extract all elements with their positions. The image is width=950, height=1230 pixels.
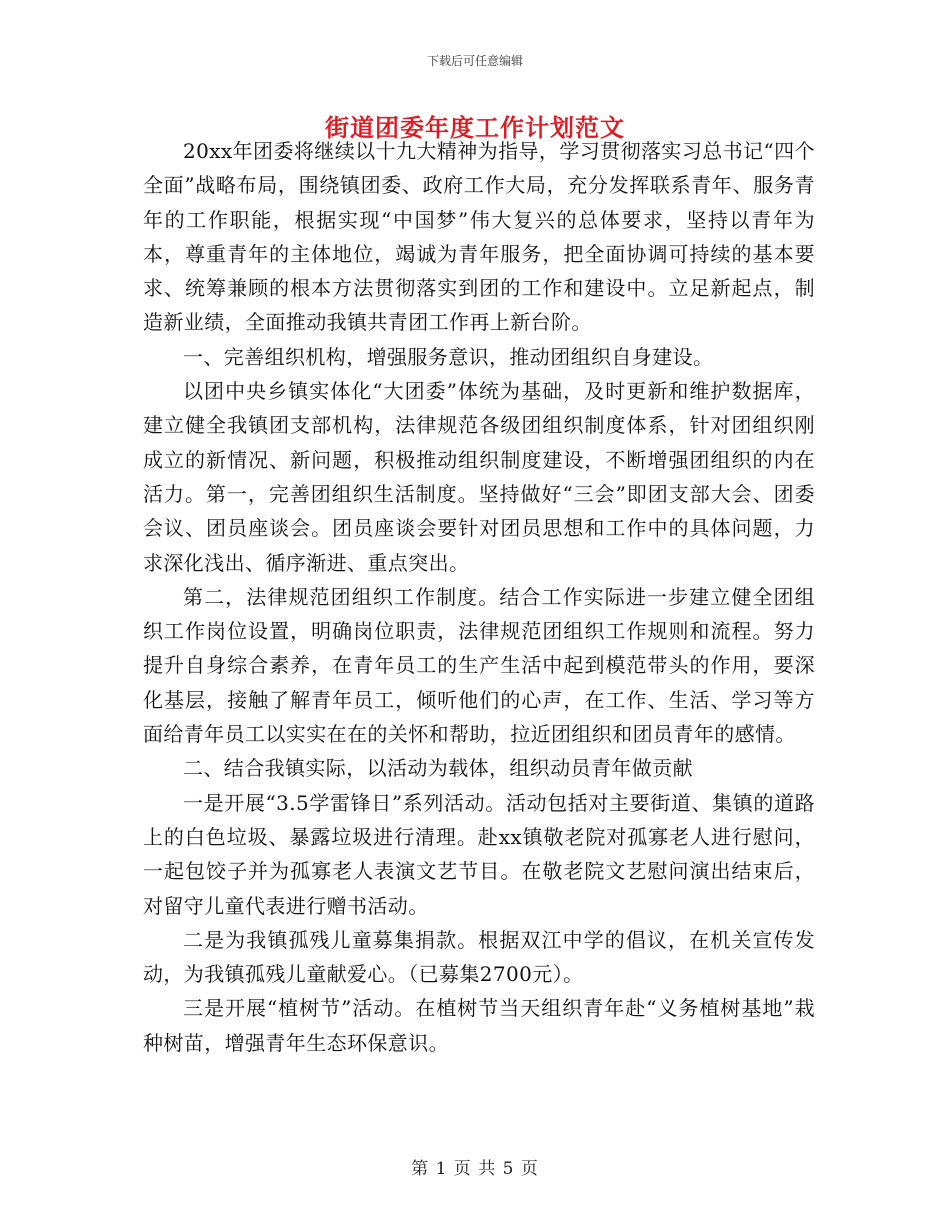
paragraph-activity-1: 一是开展“3.5学雷锋日”系列活动。活动包括对主要街道、集镇的道路上的白色垃圾、暴露垃圾进行清理。赴xx镇敬老院对孤寡老人进行慰问，一起包饺子并为孤寡老人表演文艺节目。在敬老院文艺慰问演出结束后，对留守儿童代表进行赠书活动。 bbox=[143, 790, 815, 918]
page-number: 第 1 页 共 5 页 bbox=[411, 1159, 539, 1179]
section-heading-1: 一、完善组织机构，增强服务意识，推动团组织自身建设。 bbox=[183, 344, 714, 369]
paragraph-activity-2: 二是为我镇孤残儿童募集捐款。根据双江中学的倡议，在机关宣传发动，为我镇孤残儿童献爱心。（已募集2700元）。 bbox=[143, 927, 815, 987]
paragraph-regulation: 第二，法律规范团组织工作制度。结合工作实际进一步建立健全团组织工作岗位设置，明确岗位职责，法律规范团组织工作规则和流程。努力提升自身综合素养，在青年员工的生产生活中起到模范带头的作用，要深化基层，接触了解青年员工，倾听他们的心声，在工作、生活、学习等方面给青年员工以实实在在的关怀和帮助，拉近团组织和团员青年的感情。 bbox=[143, 584, 815, 747]
section-heading-2: 二、结合我镇实际，以活动为载体，组织动员青年做贡献 bbox=[183, 756, 693, 781]
document-body bbox=[143, 134, 815, 1060]
paragraph-organization: 以团中央乡镇实体化“大团委”体统为基础，及时更新和维护数据库，建立健全我镇团支部机构，法律规范各级团组织制度体系，针对团组织刚成立的新情况、新问题，积极推动组织制度建设，不断增强团组织的内在活力。第一，完善团组织生活制度。坚持做好“三会”即团支部大会、团委会议、团员座谈会。团员座谈会要针对团员思想和工作中的具体问题，力求深化浅出、循序渐进、重点突出。 bbox=[143, 379, 815, 575]
paragraph-activity-3: 三是开展“植树节”活动。在植树节当天组织青年赴“义务植树基地”栽种树苗，增强青年生态环保意识。 bbox=[143, 996, 815, 1055]
paragraph-intro: 20xx年团委将继续以十九大精神为指导，学习贯彻落实习总书记“四个全面”战略布局，围绕镇团委、政府工作大局，充分发挥联系青年、服务青年的工作职能，根据实现“中国梦”伟大复兴的总体要求，坚持以青年为本，尊重青年的主体地位，竭诚为青年服务，把全面协调可持续的基本要求、统筹兼顾的根本方法贯彻落实到团的工作和建设中。立足新起点，制造新业绩，全面推动我镇共青团工作再上新台阶。 bbox=[143, 139, 815, 335]
page-header-note: 下载后可任意编辑 bbox=[426, 54, 523, 68]
document-title: 街道团委年度工作计划范文 bbox=[325, 113, 625, 142]
